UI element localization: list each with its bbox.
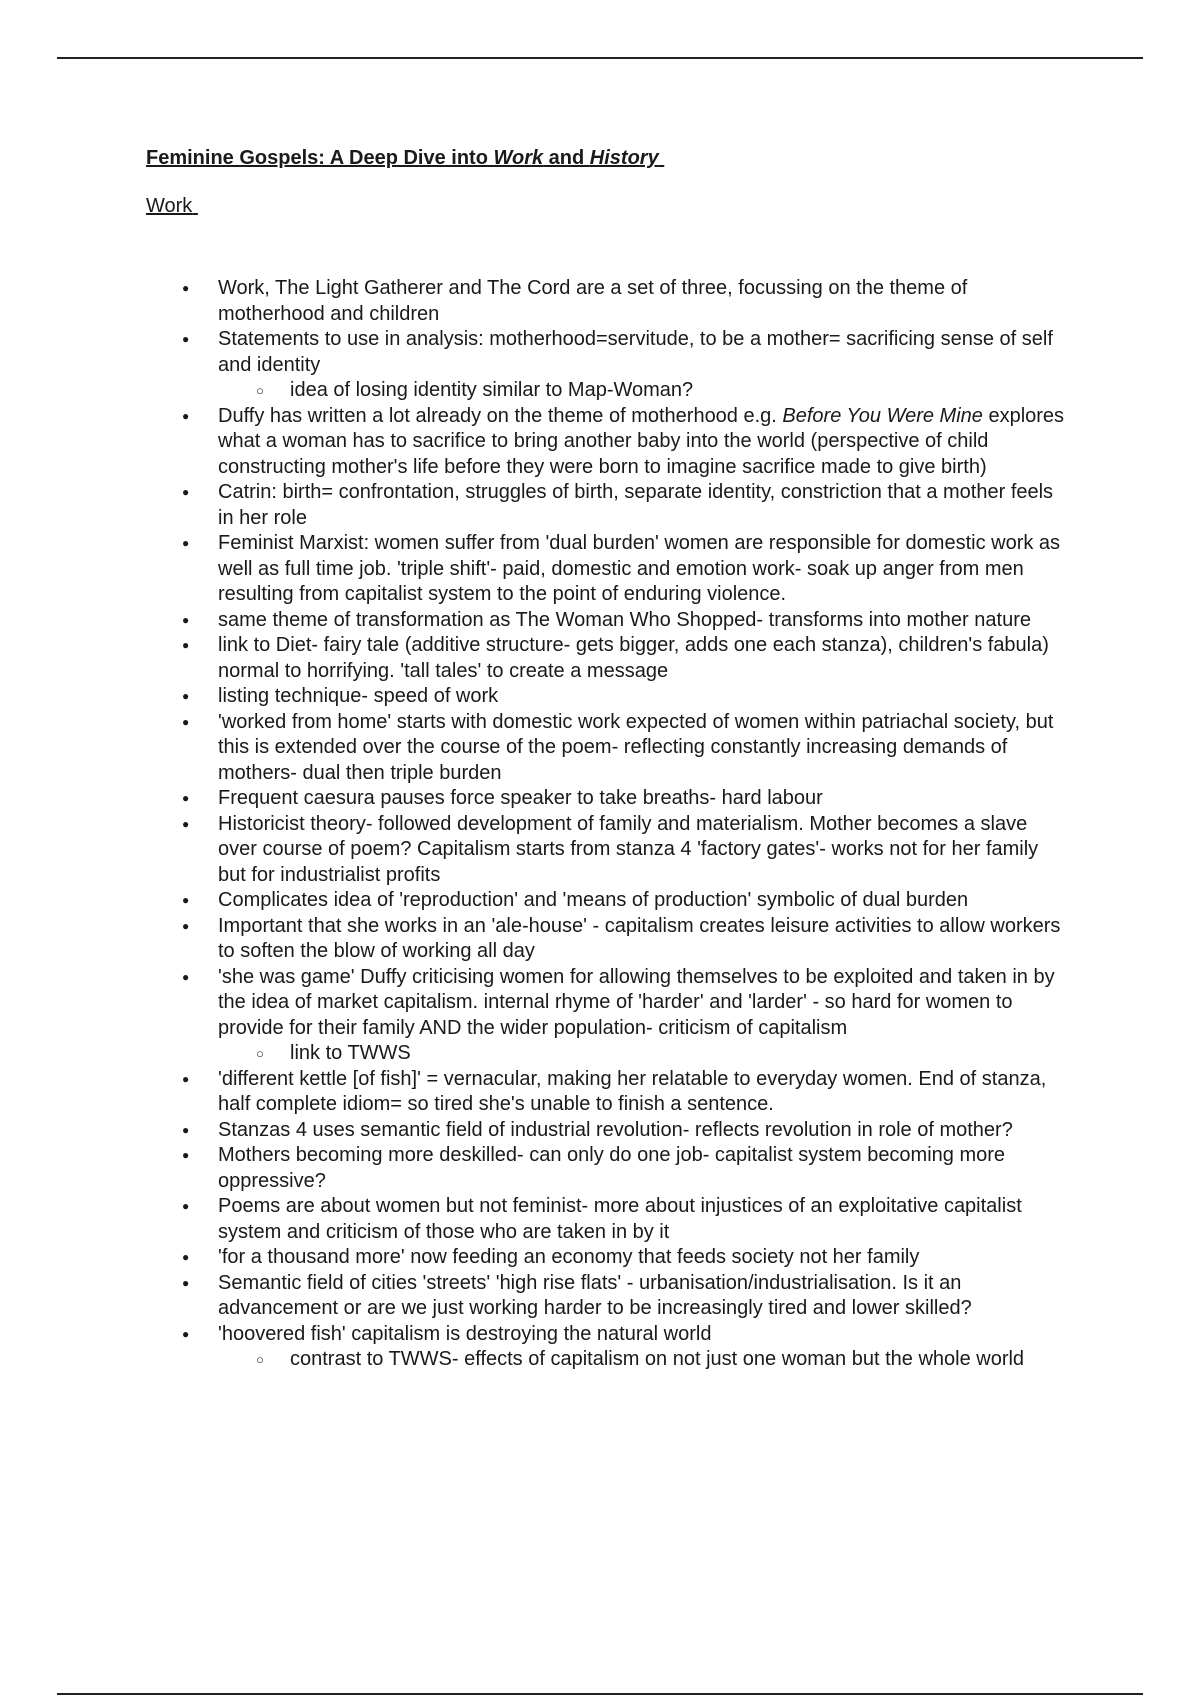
list-item bbox=[146, 608, 1066, 634]
list-item-italic-title: Before You Were Mine bbox=[782, 404, 983, 427]
sub-list-item: ○ contrast to TWWS- effects of capitalism on not just one woman but the whole world bbox=[218, 1347, 1066, 1373]
bullet-list bbox=[146, 276, 1066, 1373]
list-item-text: explores what a woman has to sacrifice to bring another baby into the world (perspective of child constructing mother's life before they were born to imagine sacrifice made to give birth) bbox=[218, 404, 1065, 478]
list-item-text: listing technique- speed of work bbox=[218, 685, 499, 707]
list-item bbox=[146, 1245, 1066, 1271]
list-item-text: Statements to use in analysis: motherhood=servitude, to be a mother= sacrificing sense of self and identity bbox=[218, 328, 1053, 376]
list-item bbox=[146, 1143, 1066, 1194]
sub-list bbox=[218, 1041, 1066, 1067]
list-item bbox=[146, 710, 1066, 787]
sub-list-item: ○ link to TWWS bbox=[218, 1041, 1066, 1067]
document-title bbox=[146, 144, 1066, 172]
list-item-text: Duffy has written a lot already on the theme of motherhood e.g. bbox=[218, 404, 783, 427]
list-item-text: Semantic field of cities 'streets' 'high rise flats' - urbanisation/industrialisation. Is it an advancement or are we just working harder to be increasingly tired and lower skilled? bbox=[218, 1271, 972, 1319]
list-item-text: Historicist theory- followed development of family and materialism. Mother becomes a slave over course of poem? Capitalism starts from stanza 4 'factory gates'- works not for her family but for industrialist profits bbox=[218, 812, 1039, 886]
top-rule bbox=[57, 57, 1143, 59]
list-item bbox=[146, 1271, 1066, 1322]
list-item bbox=[146, 914, 1066, 965]
list-item bbox=[146, 1322, 1066, 1373]
list-item-text: 'hoovered fish' capitalism is destroying the natural world bbox=[218, 1322, 712, 1345]
list-item-text: 'different kettle [of fish]' = vernacular, making her relatable to everyday women. End of stanza, half complete idiom= so tired she's unable to finish a sentence. bbox=[218, 1067, 1047, 1115]
list-item bbox=[146, 965, 1066, 1067]
list-item-text: Complicates idea of 'reproduction' and 'means of production' symbolic of dual burden bbox=[218, 889, 969, 911]
list-item bbox=[146, 1118, 1066, 1144]
list-item-text: 'worked from home' starts with domestic work expected of women within patriachal society, but this is extended over the course of the poem- reflecting constantly increasing demands of mothers- dual then triple burden bbox=[218, 710, 1054, 784]
bottom-rule bbox=[57, 1693, 1143, 1695]
list-item-text: Catrin: birth= confrontation, struggles of birth, separate identity, constriction that a mother feels in her role bbox=[218, 481, 1054, 529]
list-item-text: Feminist Marxist: women suffer from 'dual burden' women are responsible for domestic work as well as full time job. 'triple shift'- paid, domestic and emotion work- soak up anger from men resulting from capitalist system to the point of enduring violence. bbox=[218, 532, 1061, 605]
list-item-text: Important that she works in an 'ale-house' - capitalism creates leisure activities to allow workers to soften the blow of working all day bbox=[218, 914, 1061, 962]
list-item bbox=[146, 633, 1066, 684]
list-item bbox=[146, 480, 1066, 531]
list-item-text: link to Diet- fairy tale (additive structure- gets bigger, adds one each stanza), children's fabula) normal to horrifying. 'tall tales' to create a message bbox=[218, 634, 1049, 682]
list-item bbox=[146, 327, 1066, 404]
list-item bbox=[146, 531, 1066, 608]
list-item-text: Stanzas 4 uses semantic field of industrial revolution- reflects revolution in role of mother? bbox=[218, 1118, 1013, 1141]
list-item bbox=[146, 1067, 1066, 1118]
list-item-text: 'she was game' Duffy criticising women for allowing themselves to be exploited and taken in by the idea of market capitalism. internal rhyme of 'harder' and 'larder' - so hard for women to provide for their family AND the wider population- criticism of capitalism bbox=[218, 965, 1055, 1039]
list-item-text: Mothers becoming more deskilled- can only do one job- capitalist system becoming more oppressive? bbox=[218, 1144, 1006, 1192]
section-heading-work: Work bbox=[146, 195, 193, 217]
list-item-text: same theme of transformation as The Woman Who Shopped- transforms into mother nature bbox=[218, 608, 1031, 631]
sub-list-item: ○ idea of losing identity similar to Map-Woman? bbox=[218, 378, 1066, 404]
list-item-text: Poems are about women but not feminist- more about injustices of an exploitative capitalist system and criticism of those who are taken in by it bbox=[218, 1195, 1022, 1243]
list-item-text: 'for a thousand more' now feeding an economy that feeds society not her family bbox=[218, 1246, 920, 1268]
list-item bbox=[146, 404, 1066, 481]
title-middle: and bbox=[543, 147, 590, 169]
list-item-text: Work, The Light Gatherer and The Cord are a set of three, focussing on the theme of motherhood and children bbox=[218, 277, 968, 325]
title-prefix: Feminine Gospels: A Deep Dive into bbox=[146, 147, 494, 169]
list-item bbox=[146, 786, 1066, 812]
sub-list bbox=[218, 378, 1066, 404]
list-item-text: Frequent caesura pauses force speaker to take breaths- hard labour bbox=[218, 787, 823, 809]
sub-list bbox=[218, 1347, 1066, 1373]
document-body bbox=[146, 144, 1066, 1373]
list-item bbox=[146, 684, 1066, 710]
list-item bbox=[146, 888, 1066, 914]
list-item bbox=[146, 1194, 1066, 1245]
list-item bbox=[146, 812, 1066, 889]
list-item bbox=[146, 276, 1066, 327]
title-italic-work: Work bbox=[493, 147, 544, 169]
title-italic-history: History bbox=[589, 147, 659, 169]
